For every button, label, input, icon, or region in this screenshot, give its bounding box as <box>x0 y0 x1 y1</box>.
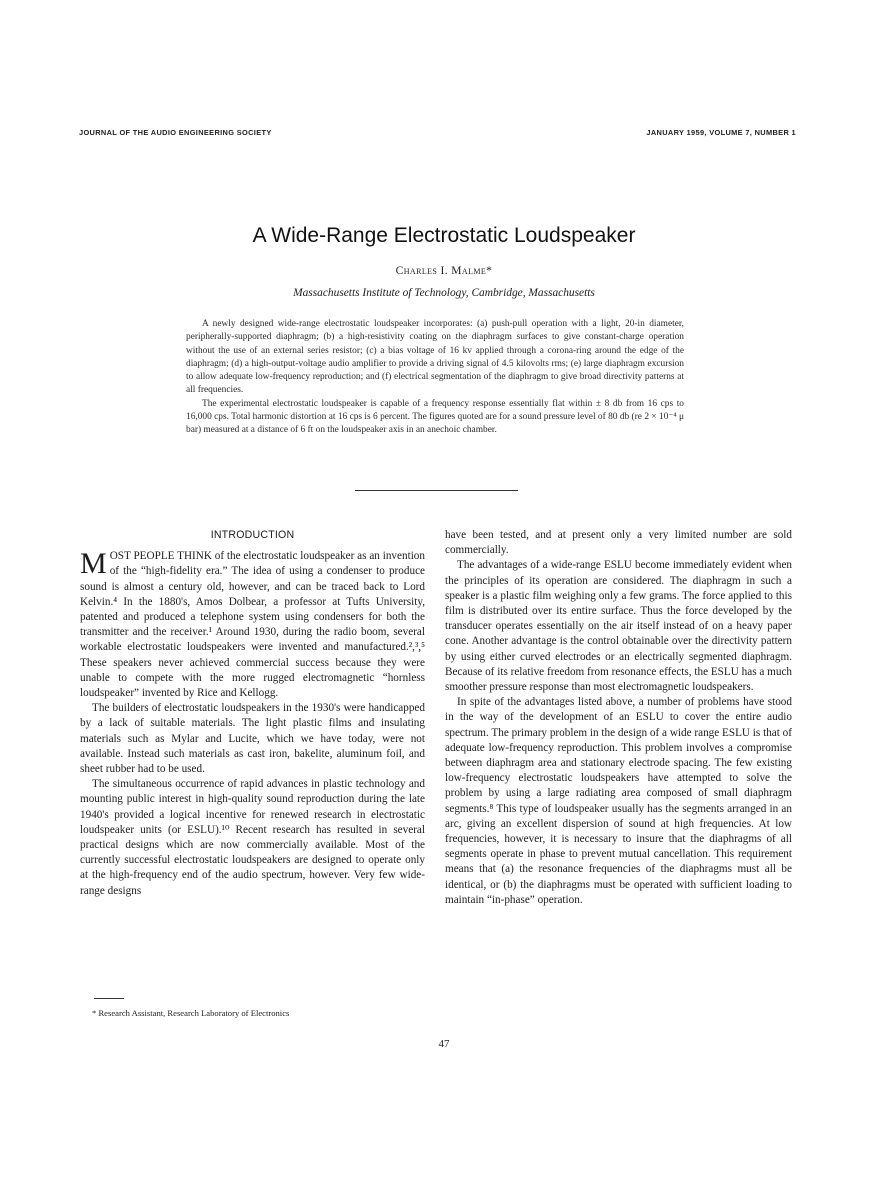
abstract <box>186 318 684 438</box>
body-paragraph: The simultaneous occurrence of rapid advances in plastic technology and mounting public interest in high-quality sound reproduction during the late 1940's provided a logical incentive for renewed research in electrostatic loudspeaker units (or ESLU).¹⁰ Recent research has resulted in several practical designs which are now commercially available. Most of the currently successful electrostatic loudspeakers are designed to operate only at the high-frequency end of the audio spectrum, however. Very few wide-range designs <box>80 778 425 897</box>
author-name: Charles I. Malme* <box>395 265 493 277</box>
body-paragraph: The advantages of a wide-range ESLU become immediately evident when the principles of its operation are considered. The diaphragm in such a speaker is a plastic film weighing only a few grams. The force applied to this film is distributed over its entire surface. Thus the force developed by the transducer operates essentially on the air itself instead of on a heavy paper cone. Another advantage is the control obtainable over the directivity pattern by using either curved electrodes or an electrically segmented diaphragm. Because of its relative freedom from resonance effects, the ESLU has a much smoother pressure response than most electromagnetic loudspeakers. <box>445 559 792 694</box>
footnote-rule <box>94 998 124 999</box>
abstract-paragraph: A newly designed wide-range electrostatic loudspeaker incorporates: (a) push-pull operation with a light, 20-in diameter, peripherally-supported diaphragm; (b) a high-resistivity coating on the diaphragm surfaces to give constant-charge operation without the use of an external series resistor; (c) a bias voltage of 16 kv applied through a corona-ring around the edge of the diaphragm; (d) a high-output-voltage audio amplifier to provide a driving signal of 4.5 kilovolts rms; (e) large diaphragm excursion to allow adequate low-frequency reproduction; and (f) electrical segmentation of the diaphragm to give broad directivity patterns at all frequencies. <box>186 319 684 396</box>
section-heading: INTRODUCTION <box>210 529 295 541</box>
separator-rule <box>355 490 518 491</box>
footnote: * Research Assistant, Research Laboratory of Electronics <box>92 1008 290 1018</box>
body-paragraph: In spite of the advantages listed above, a number of problems have stood in the way of the development of an ESLU to cover the entire audio spectrum. The primary problem in the design of a wide range ESLU is that of adequate low-frequency reproduction. This problem involves a compromise between diaphragm area and stationary electrode spacing. The few existing low-frequency electrostatic loudspeakers have attempted to solve the problem by using a large radiating area composed of small diaphragm segments.⁸ This type of loudspeaker usually has the segments arranged in an arc, giving an excellent dispersion of sound at high frequencies. At low frequencies, however, it is necessary to insure that the diaphragms of all segments operate in phase to prevent mutual cancellation. This requirement means that (a) the resonance frequencies of the diaphragms must all be identical, or (b) the diaphragms must be operated with sufficient loading to maintain “in-phase” operation. <box>445 696 792 906</box>
issue-header: JANUARY 1959, VOLUME 7, NUMBER 1 <box>646 128 796 137</box>
left-column <box>80 528 425 899</box>
body-paragraph: have been tested, and at present only a very limited number are sold commercially. <box>445 529 792 557</box>
abstract-paragraph: The experimental electrostatic loudspeaker is capable of a frequency response essentially flat within ± 8 db from 16 cps to 16,000 cps. Total harmonic distortion at 16 cps is 6 percent. The figures quoted are for a sound pressure level of 80 db (re 2 × 10⁻⁴ μ bar) measured at a distance of 6 ft on the loudspeaker axis in an anechoic chamber. <box>186 398 684 436</box>
author-affiliation: Massachusetts Institute of Technology, Cambridge, Massachusetts <box>293 287 595 299</box>
journal-header: JOURNAL OF THE AUDIO ENGINEERING SOCIETY <box>79 128 272 137</box>
page-number: 47 <box>438 1038 450 1050</box>
body-paragraph: The builders of electrostatic loudspeakers in the 1930's were handicapped by a lack of suitable materials. The light plastic films and insulating materials such as Mylar and Lucite, which we have today, were not available. Instead such materials as cast iron, bakelite, aluminum foil, and sheet rubber had to be used. <box>80 702 425 776</box>
paper-title: A Wide-Range Electrostatic Loudspeaker <box>252 224 636 247</box>
intro-text: OST PEOPLE THINK of the electrostatic loudspeaker as an invention of the “high-fidelity era.” The idea of using a condenser to produce sound is almost a century old, however, and can be traced back to Lord Kelvin.⁴ In the 1880's, Amos Dolbear, a professor at Tufts University, patented and produced a telephone system using condensers for both the transmitter and the receiver.¹ Around 1930, during the radio boom, several workable electrostatic loudspeakers were invented and manufactured.²,³,⁵ These speakers never achieved commercial success because they were unable to compete with the more rugged electromagnetic “hornless loudspeaker” invented by Rice and Kellogg. <box>80 550 425 700</box>
drop-cap: M <box>80 547 107 581</box>
right-column <box>445 528 792 908</box>
body-paragraph <box>80 549 425 701</box>
